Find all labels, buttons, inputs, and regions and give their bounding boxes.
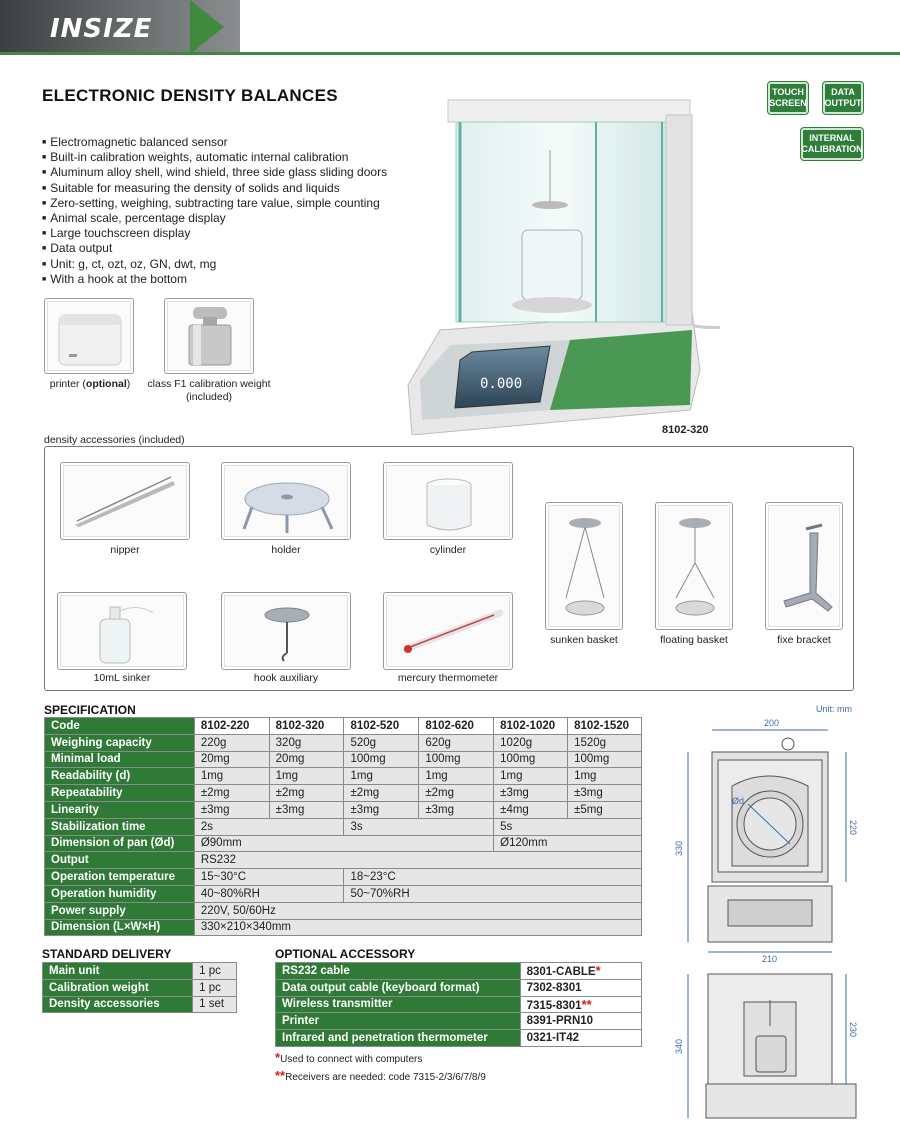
feature-item: ■ With a hook at the bottom <box>42 272 387 287</box>
bracket-icon <box>766 503 844 631</box>
item-cell: Data output cable (keyboard format) <box>276 979 521 996</box>
delivery-heading: STANDARD DELIVERY <box>42 947 172 961</box>
feature-item: ■ Electromagnetic balanced sensor <box>42 135 387 150</box>
value-cell: 2s <box>194 818 344 835</box>
badge-line: SCREEN <box>769 98 807 108</box>
hook-icon <box>222 593 352 671</box>
weight-caption <box>140 378 278 404</box>
row-label: Repeatability <box>45 785 195 802</box>
value-cell: 1mg <box>494 768 568 785</box>
feature-item: ■ Large touchscreen display <box>42 226 387 241</box>
floating-basket-label: floating basket <box>660 634 728 646</box>
feature-list <box>42 135 387 287</box>
table-row <box>45 852 642 869</box>
item-cell: Density accessories <box>43 996 193 1013</box>
table-row <box>45 785 642 802</box>
value-cell: 330×210×340mm <box>194 919 641 936</box>
item-cell: Infrared and penetration thermometer <box>276 1030 521 1047</box>
feature-item: ■ Built-in calibration weights, automatic internal calibration <box>42 150 387 165</box>
table-row <box>45 818 642 835</box>
balance-illustration <box>400 90 720 435</box>
code-cell: 8102-620 <box>419 718 494 735</box>
value-cell: ±3mg <box>269 801 344 818</box>
value-cell: 5s <box>494 818 642 835</box>
value-cell: ±2mg <box>269 785 344 802</box>
screen-readout: 0.000 <box>480 376 523 392</box>
value-cell: 1mg <box>344 768 419 785</box>
value-cell: 1mg <box>419 768 494 785</box>
nipper-image <box>60 462 190 540</box>
table-row <box>276 996 642 1013</box>
technical-drawing <box>668 716 868 1136</box>
sunken-basket-label: sunken basket <box>550 634 618 646</box>
table-row <box>45 885 642 902</box>
note-mark: * <box>595 963 601 979</box>
code-text: 0321-IT42 <box>526 1032 579 1045</box>
code-cell <box>520 963 641 980</box>
value-cell: 15~30°C <box>194 869 344 886</box>
feature-item: ■ Aluminum alloy shell, wind shield, three side glass sliding doors <box>42 165 387 180</box>
table-row <box>45 718 642 735</box>
sunken-basket-image <box>545 502 623 630</box>
bracket-label: fixe bracket <box>777 634 831 646</box>
code-cell <box>520 1013 641 1030</box>
delivery-table <box>42 962 237 1013</box>
feature-item: ■ Suitable for measuring the density of solids and liquids <box>42 181 387 196</box>
value-cell: 620g <box>419 734 494 751</box>
value-cell: ±3mg <box>568 785 642 802</box>
qty-cell: 1 pc <box>193 963 237 980</box>
table-row <box>43 979 237 996</box>
model-label: 8102-320 <box>662 424 709 436</box>
value-cell: 18~23°C <box>344 869 642 886</box>
optional-table <box>275 962 642 1047</box>
spec-table <box>44 717 642 936</box>
value-cell: 100mg <box>419 751 494 768</box>
value-cell: 1mg <box>568 768 642 785</box>
code-text: 7302-8301 <box>526 981 582 994</box>
row-label: Minimal load <box>45 751 195 768</box>
floating-basket-icon <box>656 503 734 631</box>
calibration-weight-image <box>164 298 254 374</box>
value-cell: 3s <box>344 818 494 835</box>
printer-caption <box>40 378 140 390</box>
header-arrow <box>190 0 224 54</box>
table-row <box>45 801 642 818</box>
value-cell: 1mg <box>194 768 269 785</box>
feature-item: ■ Zero-setting, weighing, subtracting tare value, simple counting <box>42 196 387 211</box>
item-cell: RS232 cable <box>276 963 521 980</box>
cylinder-icon <box>384 463 514 541</box>
sunken-basket-icon <box>546 503 624 631</box>
note-mark: ** <box>581 996 592 1012</box>
row-label: Dimension (L×W×H) <box>45 919 195 936</box>
dim-side-right: 230 <box>848 1022 858 1038</box>
optional-heading: OPTIONAL ACCESSORY <box>275 947 416 961</box>
brand-logo: INSIZE <box>50 14 153 44</box>
code-cell: 8102-1020 <box>494 718 568 735</box>
nipper-icon <box>61 463 191 541</box>
value-cell: 100mg <box>344 751 419 768</box>
item-cell: Calibration weight <box>43 979 193 996</box>
value-cell: 1020g <box>494 734 568 751</box>
printer-optional-text: optional <box>85 378 127 390</box>
unit-label: Unit: mm <box>816 704 852 714</box>
table-row <box>276 1030 642 1047</box>
table-row <box>276 963 642 980</box>
value-cell: 1520g <box>568 734 642 751</box>
value-cell: Ø120mm <box>494 835 642 852</box>
sinker-label: 10mL sinker <box>93 672 151 684</box>
floating-basket-image <box>655 502 733 630</box>
hook-label: hook auxiliary <box>253 672 319 684</box>
code-cell: 8102-220 <box>194 718 269 735</box>
table-row <box>276 1013 642 1030</box>
weight-caption-line: (included) <box>185 391 233 403</box>
dim-side-left: 340 <box>674 1038 684 1054</box>
table-row <box>45 768 642 785</box>
dim-right: 220 <box>848 820 858 836</box>
value-cell: 50~70%RH <box>344 885 642 902</box>
value-cell: 20mg <box>194 751 269 768</box>
code-text: 7315-8301 <box>526 999 582 1012</box>
table-row <box>45 869 642 886</box>
weight-icon <box>165 299 255 375</box>
note-text: Used to connect with computers <box>280 1054 423 1065</box>
value-cell: 220V, 50/60Hz <box>194 902 641 919</box>
value-cell: RS232 <box>194 852 641 869</box>
holder-icon <box>222 463 352 541</box>
feature-item: ■ Data output <box>42 241 387 256</box>
row-label: Readability (d) <box>45 768 195 785</box>
nipper-label: nipper <box>110 544 140 556</box>
badge-line: OUTPUT <box>824 98 862 108</box>
badge-line: INTERNAL <box>809 133 855 143</box>
row-label: Weighing capacity <box>45 734 195 751</box>
value-cell: ±5mg <box>568 801 642 818</box>
code-cell: 8102-520 <box>344 718 419 735</box>
note-2 <box>275 1068 486 1083</box>
value-cell: Ø90mm <box>194 835 493 852</box>
holder-label: holder <box>271 544 301 556</box>
code-text: 8301-CABLE <box>526 966 596 979</box>
page-title: ELECTRONIC DENSITY BALANCES <box>42 86 338 105</box>
page-header <box>0 0 900 56</box>
code-cell: 8102-1520 <box>568 718 642 735</box>
item-cell: Wireless transmitter <box>276 996 521 1013</box>
dim-pan: Ød <box>732 796 745 806</box>
code-cell <box>520 1030 641 1047</box>
printer-caption-close: ) <box>126 378 131 390</box>
thermometer-image <box>383 592 513 670</box>
value-cell: 520g <box>344 734 419 751</box>
value-cell: 20mg <box>269 751 344 768</box>
row-label: Code <box>45 718 195 735</box>
accessories-caption: density accessories (included) <box>44 434 185 446</box>
row-label: Output <box>45 852 195 869</box>
badge-line: CALIBRATION <box>801 144 863 154</box>
dim-top: 200 <box>764 718 780 728</box>
value-cell: 100mg <box>494 751 568 768</box>
weight-caption-line: class F1 calibration weight <box>147 378 271 390</box>
table-row <box>45 902 642 919</box>
value-cell: 220g <box>194 734 269 751</box>
note-mark: ** <box>275 1068 286 1083</box>
bracket-image <box>765 502 843 630</box>
feature-item: ■ Unit: g, ct, ozt, oz, GN, dwt, mg <box>42 257 387 272</box>
table-row <box>45 734 642 751</box>
value-cell: ±2mg <box>419 785 494 802</box>
printer-image <box>44 298 134 374</box>
dim-left: 330 <box>674 840 684 856</box>
value-cell: ±3mg <box>344 801 419 818</box>
item-cell: Printer <box>276 1013 521 1030</box>
value-cell: ±3mg <box>494 785 568 802</box>
value-cell: 40~80%RH <box>194 885 344 902</box>
row-label: Linearity <box>45 801 195 818</box>
table-row <box>43 963 237 980</box>
thermometer-label: mercury thermometer <box>397 672 499 684</box>
row-label: Stabilization time <box>45 818 195 835</box>
row-label: Power supply <box>45 902 195 919</box>
thermometer-icon <box>384 593 514 671</box>
internal-calibration-badge <box>801 128 863 160</box>
feature-item: ■ Animal scale, percentage display <box>42 211 387 226</box>
dim-bottom: 210 <box>762 954 778 964</box>
value-cell: ±3mg <box>194 801 269 818</box>
cylinder-image <box>383 462 513 540</box>
value-cell: ±4mg <box>494 801 568 818</box>
code-text: 8391-PRN10 <box>526 1015 594 1028</box>
sinker-icon <box>58 593 188 671</box>
table-row <box>45 919 642 936</box>
value-cell: ±3mg <box>419 801 494 818</box>
table-row <box>43 996 237 1013</box>
note-mark: * <box>275 1050 281 1065</box>
sinker-image <box>57 592 187 670</box>
qty-cell: 1 pc <box>193 979 237 996</box>
item-cell: Main unit <box>43 963 193 980</box>
code-cell <box>520 979 641 996</box>
hook-image <box>221 592 351 670</box>
row-label: Operation temperature <box>45 869 195 886</box>
badge-line: DATA <box>831 87 855 97</box>
value-cell: 100mg <box>568 751 642 768</box>
value-cell: 320g <box>269 734 344 751</box>
value-cell: 1mg <box>269 768 344 785</box>
row-label: Dimension of pan (Ød) <box>45 835 195 852</box>
table-row <box>276 979 642 996</box>
code-cell: 8102-320 <box>269 718 344 735</box>
holder-image <box>221 462 351 540</box>
qty-cell: 1 set <box>193 996 237 1013</box>
row-label: Operation humidity <box>45 885 195 902</box>
printer-caption-text: printer ( <box>49 378 86 390</box>
table-row <box>45 835 642 852</box>
touch-screen-badge <box>768 82 808 114</box>
code-cell <box>520 996 641 1013</box>
balance-icon <box>400 90 720 435</box>
badge-line: TOUCH <box>772 87 804 97</box>
cylinder-label: cylinder <box>429 544 467 556</box>
note-1 <box>275 1050 422 1065</box>
note-text: Receivers are needed: code 7315-2/3/6/7/8/9 <box>285 1072 486 1083</box>
printer-icon <box>45 299 135 375</box>
value-cell: ±2mg <box>194 785 269 802</box>
value-cell: ±2mg <box>344 785 419 802</box>
data-output-badge <box>823 82 863 114</box>
spec-heading: SPECIFICATION <box>44 703 136 717</box>
header-rule <box>0 52 900 55</box>
table-row <box>45 751 642 768</box>
